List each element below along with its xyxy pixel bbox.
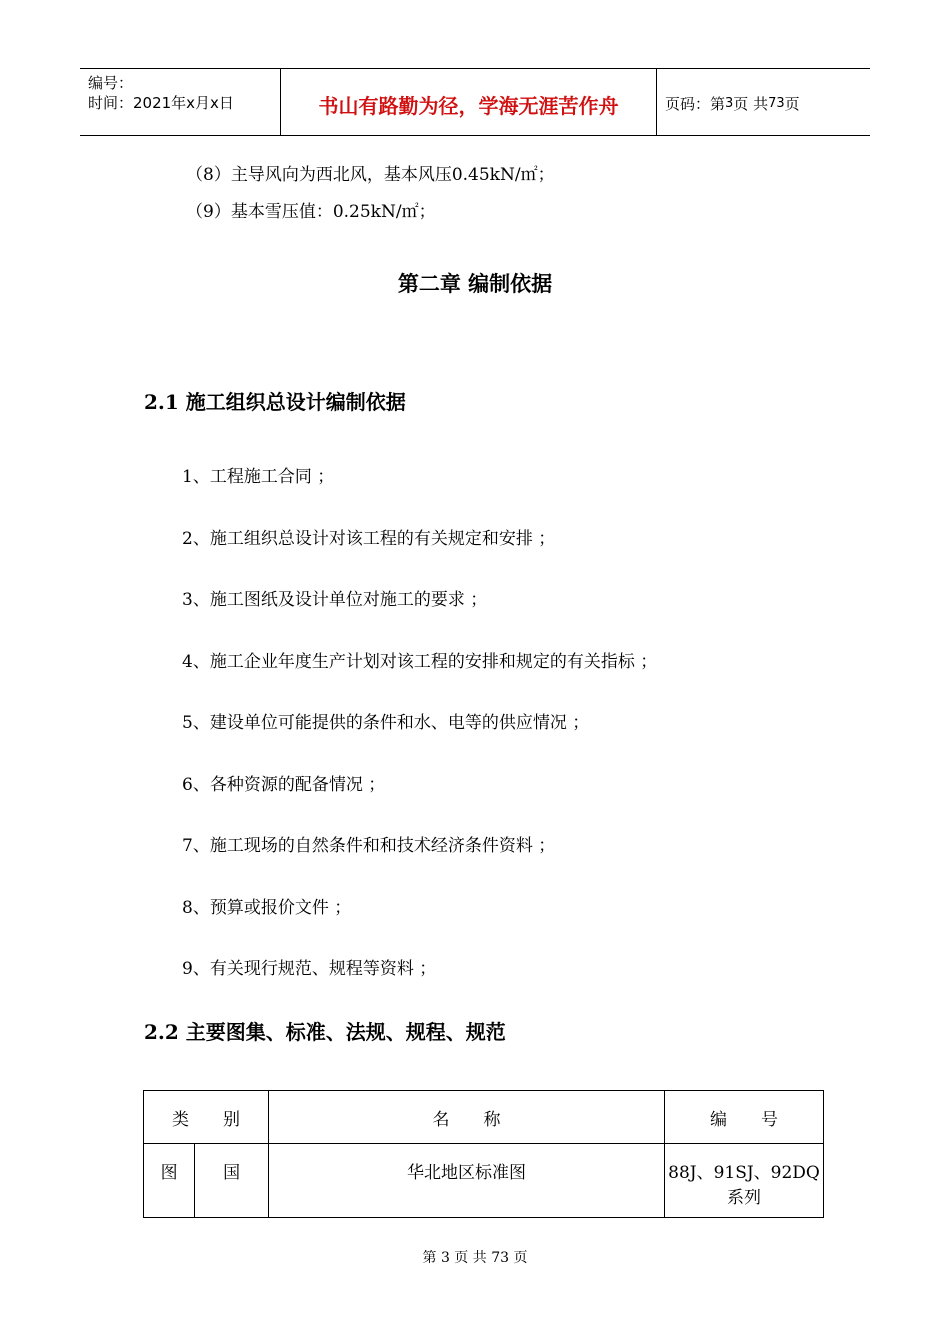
basis-item: 9、有关现行规范、规程等资料 ； bbox=[182, 959, 437, 979]
section-number: 2.2 bbox=[144, 1020, 179, 1044]
header-name: 名 称 bbox=[269, 1091, 665, 1144]
basis-item: 6、各种资源的配备情况 ； bbox=[182, 775, 386, 795]
header-meta bbox=[80, 69, 281, 135]
condition-item-9: （9）基本雪压值：0.25kN/㎡； bbox=[186, 202, 436, 222]
section-heading-2-2 bbox=[144, 1016, 506, 1045]
page-footer: 第 3 页 共 73 页 bbox=[422, 1250, 528, 1266]
basis-item: 4、施工企业年度生产计划对该工程的安排和规定的有关指标 ； bbox=[182, 652, 658, 672]
standards-table bbox=[143, 1090, 824, 1218]
header-time: 时间：2021年x月x日 bbox=[88, 94, 234, 112]
header-page-suffix: 页 bbox=[784, 94, 800, 113]
condition-item-8: （8）主导风向为西北风，基本风压0.45kN/㎡； bbox=[186, 165, 555, 185]
table-row bbox=[144, 1144, 824, 1218]
basis-item: 7、施工现场的自然条件和和技术经济条件资料 ； bbox=[182, 836, 556, 856]
basis-item: 5、建设单位可能提供的条件和水、电等的供应情况 ； bbox=[182, 713, 590, 733]
cell-code-line-1: 88J、91SJ、92DQ bbox=[668, 1163, 820, 1183]
section-heading-2-1 bbox=[144, 386, 406, 415]
header-motto: 书山有路勤为径，学海无涯苦作舟 bbox=[281, 69, 657, 135]
page-header bbox=[80, 68, 870, 136]
header-code: 编 号 bbox=[665, 1091, 824, 1144]
cell-category-2: 国 bbox=[195, 1144, 269, 1218]
header-category: 类 别 bbox=[144, 1091, 269, 1144]
header-page-info bbox=[657, 69, 870, 135]
header-number: 编号： bbox=[88, 74, 134, 92]
table-header-row bbox=[144, 1091, 824, 1144]
basis-item: 8、预算或报价文件 ； bbox=[182, 898, 352, 918]
section-title: 施工组织总设计编制依据 bbox=[185, 390, 406, 414]
basis-item: 3、施工图纸及设计单位对施工的要求 ； bbox=[182, 590, 488, 610]
section-title: 主要图集、标准、法规、规程、规范 bbox=[185, 1020, 506, 1044]
basis-item: 2、施工组织总设计对该工程的有关规定和安排 ； bbox=[182, 529, 556, 549]
cell-category-1: 图 bbox=[144, 1144, 195, 1218]
basis-item: 1、工程施工合同 ； bbox=[182, 467, 335, 487]
chapter-title: 第二章 编制依据 bbox=[397, 272, 553, 296]
header-page-prefix: 页码：第 bbox=[665, 94, 726, 113]
header-page-mid: 页 共 bbox=[733, 94, 769, 113]
cell-code bbox=[665, 1144, 824, 1218]
header-page-num: 3 bbox=[725, 95, 734, 111]
header-total-pages: 73 bbox=[768, 95, 785, 111]
cell-name: 华北地区标准图 bbox=[269, 1144, 665, 1218]
section-number: 2.1 bbox=[144, 390, 179, 414]
cell-code-line-2: 系列 bbox=[727, 1188, 761, 1208]
